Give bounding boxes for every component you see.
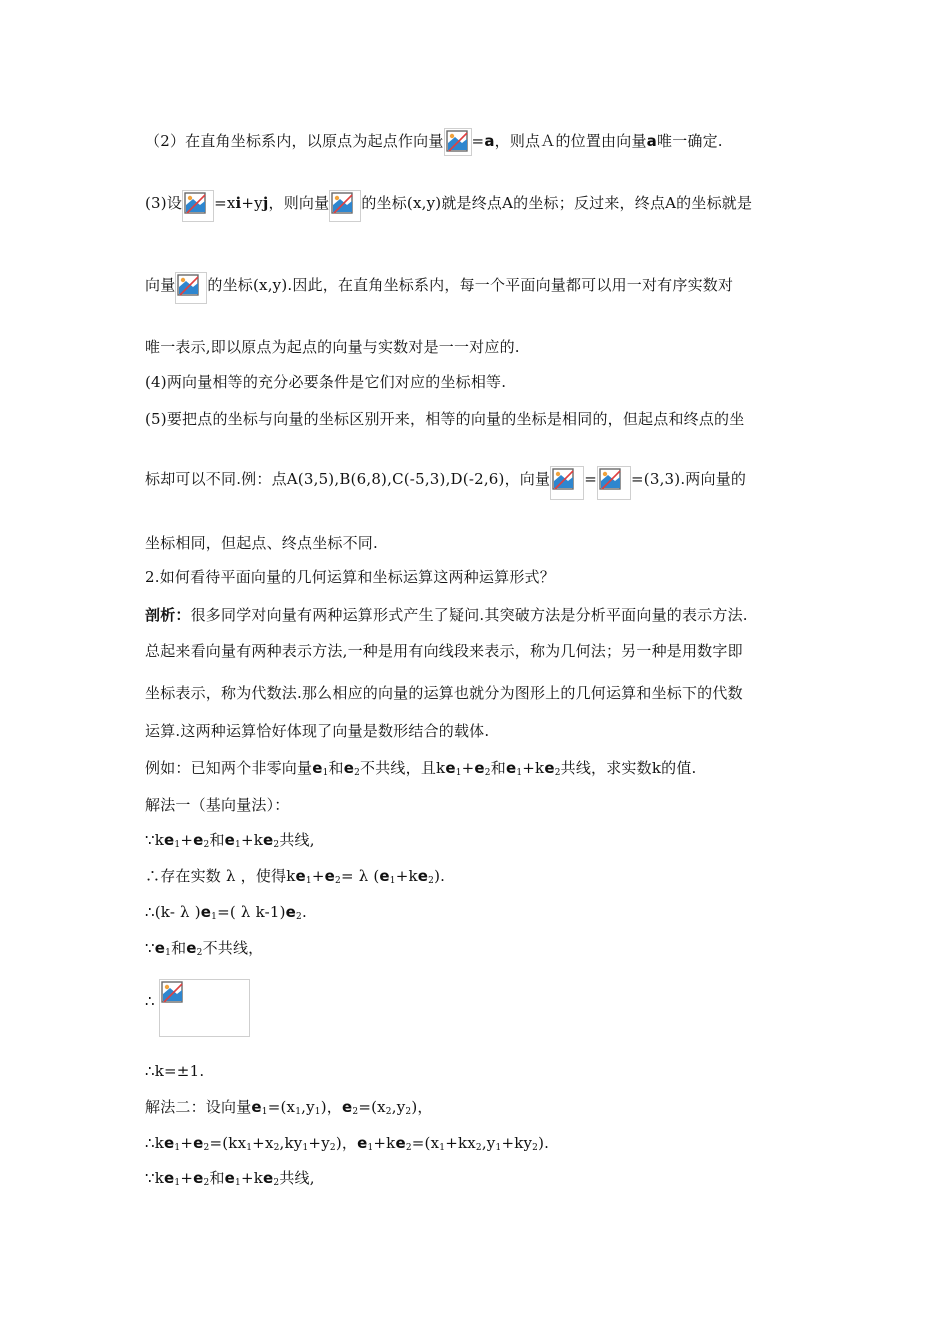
broken-image-icon <box>597 466 631 500</box>
method-1-line-3: ∴(k- λ )$e_1=$( λ $k-1)e_2$. <box>145 903 307 922</box>
paragraph-3: (3)设 =xi+yj，则向量 的坐标(x,y)就是终点A的坐标；反过来，终点A的坐标就是 <box>145 190 752 222</box>
example-line: 例如：已知两个非零向量$e_1$和$e_2$不共线，且$ke_1+e_2$和$e_1+ke_2$共线，求实数k的值. <box>145 759 697 778</box>
broken-image-icon <box>444 128 472 156</box>
paragraph-4: (4)两向量相等的充分必要条件是它们对应的坐标相等. <box>145 373 507 391</box>
method-2-line-2: $\therefore ke_1+e_2=(kx_1+x_2,ky_1+y_2)$，$e_1+ke_2=(x_1+kx_2,y_1+ky_2)$. <box>145 1134 550 1153</box>
paragraph-2: （2）在直角坐标系内，以原点为起点作向量 =a，则点Ａ的位置由向量a唯一确定. <box>145 128 723 156</box>
method-1-line-2: ∴存在实数 λ ，使得$ke_1+e_2= \lambda$ $(e_1+ke_2)$. <box>145 867 446 886</box>
paragraph-5: (5)要把点的坐标与向量的坐标区别开来，相等的向量的坐标是相同的，但起点和终点的坐 <box>145 410 745 428</box>
method-1-line-1: $\because ke_1+e_2$和$e_1+ke_2$共线, <box>145 831 315 850</box>
paragraph-3-cont: 向量 的坐标(x,y).因此，在直角坐标系内，每一个平面向量都可以用一对有序实数对 <box>145 272 733 304</box>
broken-image-icon <box>329 190 361 222</box>
method-2-line-1: 解法二：设向量$e_1=(x_1,y_1)$，$e_2=(x_2,y_2)$， <box>145 1098 433 1117</box>
method-1-line-4: $\because e_1$和$e_2$不共线， <box>145 939 264 958</box>
method-1-title: 解法一（基向量法）： <box>145 796 290 814</box>
broken-image-icon <box>550 466 584 500</box>
method-1-result: ∴k=±1. <box>145 1062 205 1080</box>
analysis-line-2: 总起来看向量有两种表示方法,一种是用有向线段来表示，称为几何法；另一种是用数字即 <box>145 642 743 660</box>
method-1-line-5: ∴ <box>145 992 155 1010</box>
method-2-line-3: $\because ke_1+e_2$和$e_1+ke_2$共线, <box>145 1169 315 1188</box>
analysis-line-1: 剖析：很多同学对向量有两种运算形式产生了疑问.其突破方法是分析平面向量的表示方法. <box>145 606 748 624</box>
analysis-line-3: 坐标表示，称为代数法.那么相应的向量的运算也就分为图形上的几何运算和坐标下的代数 <box>145 684 743 702</box>
broken-image-icon <box>159 979 250 1037</box>
broken-image-icon <box>175 272 207 304</box>
question-2: 2.如何看待平面向量的几何运算和坐标运算这两种运算形式？ <box>145 568 555 586</box>
paragraph-3-end: 唯一表示,即以原点为起点的向量与实数对是一一对应的. <box>145 338 520 356</box>
analysis-line-4: 运算.这两种运算恰好体现了向量是数形结合的载体. <box>145 722 490 740</box>
broken-image-icon <box>182 190 214 222</box>
paragraph-5-end: 坐标相同，但起点、终点坐标不同. <box>145 534 378 552</box>
paragraph-5-example: 标却可以不同.例：点A(3,5),B(6,8),C(-5,3),D(-2,6)，向量 = =(3,3).两向量的 <box>145 466 746 500</box>
